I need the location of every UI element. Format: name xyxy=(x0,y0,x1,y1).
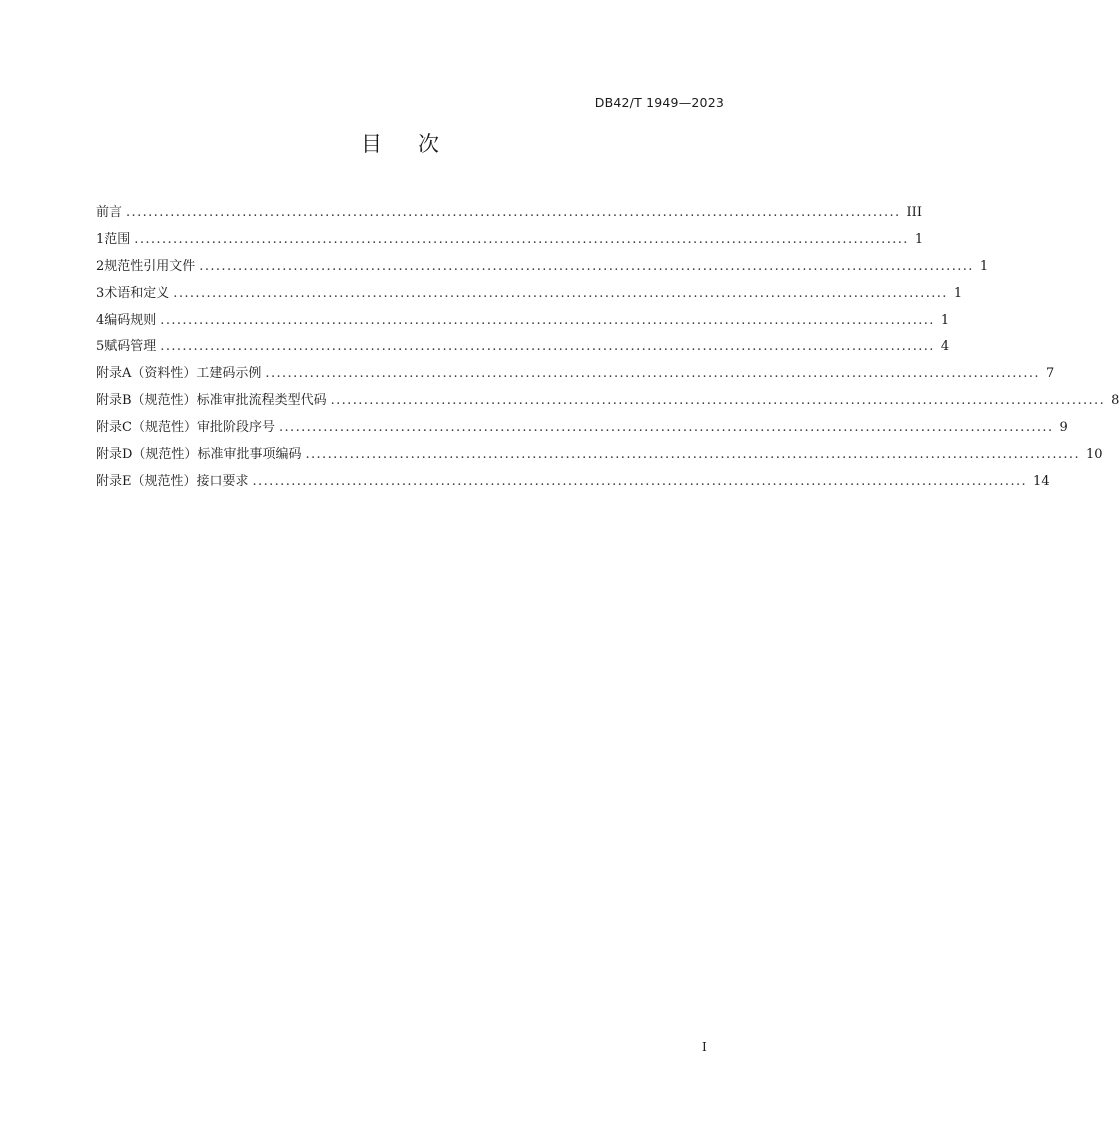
toc-entry-page: 4 xyxy=(940,339,950,355)
dot-leader: ............................................................................................................................................ xyxy=(199,258,974,274)
document-code: DB42/T 1949—2023 xyxy=(594,95,724,110)
dot-leader: ............................................................................................................................................ xyxy=(160,339,935,355)
page-number: I xyxy=(702,1040,707,1054)
toc-entry[interactable] xyxy=(96,281,963,308)
toc-entry[interactable] xyxy=(96,469,1050,496)
toc-title: 目次 xyxy=(361,132,475,156)
dot-leader: ............................................................................................................................................ xyxy=(252,473,1028,489)
toc-entry-page: 8 xyxy=(1111,393,1119,409)
dot-leader: ............................................................................................................................................ xyxy=(160,312,935,328)
toc-entry[interactable] xyxy=(96,254,989,281)
toc-entry-text: 规范性引用文件 xyxy=(104,258,196,274)
dot-leader: ............................................................................................................................................ xyxy=(126,205,901,220)
toc-entry-number: 1 xyxy=(96,231,105,247)
toc-entry-text: 审批阶段序号 xyxy=(196,420,275,436)
dot-leader: ............................................................................................................................................ xyxy=(173,285,948,301)
dot-leader: ............................................................................................................................................ xyxy=(278,420,1054,436)
toc-entry-text: 编码规则 xyxy=(104,312,157,328)
toc-entry-number: 3 xyxy=(96,285,105,301)
toc-entry[interactable] xyxy=(96,415,1068,442)
toc-entry[interactable] xyxy=(96,227,924,254)
dot-leader: ............................................................................................................................................ xyxy=(134,231,909,247)
toc-entry[interactable] xyxy=(96,361,1055,388)
toc-entry-page: 7 xyxy=(1045,366,1055,382)
dot-leader: ............................................................................................................................................ xyxy=(305,447,1080,463)
toc-entry-number: 5 xyxy=(96,339,105,355)
toc-entry-number: 2 xyxy=(96,258,105,274)
toc-entry[interactable] xyxy=(96,442,1103,469)
toc-entry-text: 赋码管理 xyxy=(104,339,157,355)
toc-entry-page: 9 xyxy=(1059,420,1068,436)
toc-entry-page: 14 xyxy=(1033,473,1050,489)
toc-entry-appendix-label: 附录C（规范性） xyxy=(96,420,197,436)
dot-leader: ............................................................................................................................................ xyxy=(265,366,1040,382)
toc-entry-text: 术语和定义 xyxy=(104,285,170,301)
toc-entry-text: 前言 xyxy=(96,205,123,220)
toc-entry-text: 范围 xyxy=(104,231,131,247)
toc-entry-page: 1 xyxy=(953,285,963,301)
dot-leader: ............................................................................................................................................ xyxy=(330,393,1106,409)
toc-entry-text: 标准审批流程类型代码 xyxy=(196,393,327,409)
toc-entry-page: 10 xyxy=(1085,447,1103,463)
toc-entry-appendix-label: 附录D（规范性） xyxy=(96,447,198,463)
toc-entry-appendix-label: 附录A（资料性） xyxy=(96,366,197,382)
toc-entry-text: 工建码示例 xyxy=(196,366,262,382)
toc-entry-text: 标准审批事项编码 xyxy=(197,447,302,463)
toc-entry-text: 接口要求 xyxy=(196,473,249,489)
toc-entry-page: 1 xyxy=(914,231,924,247)
toc-entry[interactable] xyxy=(96,388,1119,415)
table-of-contents xyxy=(96,200,1119,496)
toc-entry-page: 1 xyxy=(940,312,950,328)
toc-entry-page: III xyxy=(906,205,922,220)
toc-entry-appendix-label: 附录E（规范性） xyxy=(96,473,197,489)
toc-entry-page: 1 xyxy=(979,258,989,274)
toc-entry[interactable] xyxy=(96,308,950,335)
toc-entry-number: 4 xyxy=(96,312,105,328)
toc-entry[interactable] xyxy=(96,334,950,361)
toc-entry[interactable] xyxy=(96,200,922,227)
toc-entry-appendix-label: 附录B（规范性） xyxy=(96,393,197,409)
